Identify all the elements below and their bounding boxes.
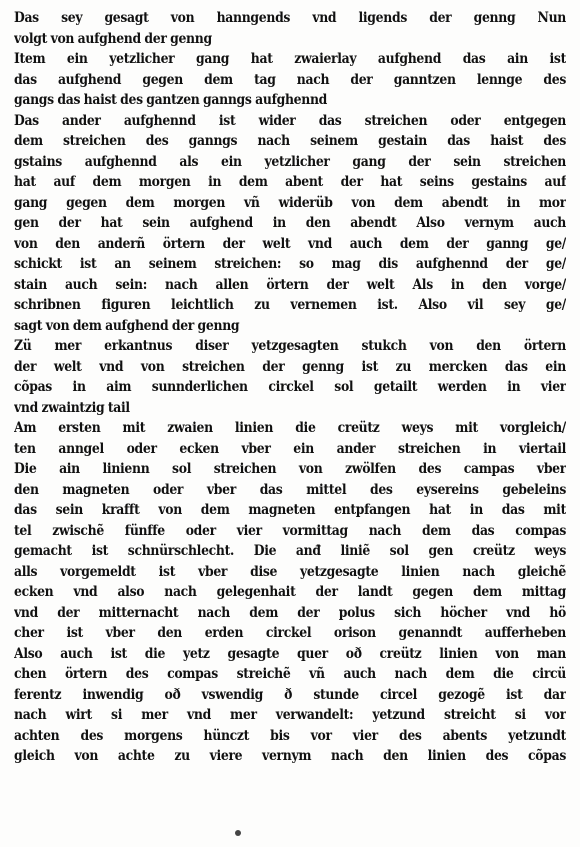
text-line: gemacht ist schnürschlecht. Die anđ liniẽ sol gen creütz weys	[14, 543, 566, 559]
text-line: das aufghend gegen dem tag nach der ganntzen lennge des	[14, 71, 566, 88]
text-line: gang gegen dem morgen vñ widerüb von dem abendt in mor	[14, 194, 566, 211]
text-line: chen örtern des compas streichẽ vñ auch nach dem die circü	[14, 666, 566, 682]
text-line: hat auf dem morgen in dem abent der hat seins gestains auf	[14, 174, 566, 190]
text-line: volgt von aufghend der genng	[14, 30, 212, 47]
text-line: schickt ist an seinem streichen: so mag dis aufghennd der ge/	[14, 256, 566, 272]
text-line: Zü mer erkantnus diser yetzgesagten stukch von den örtern	[14, 338, 566, 354]
text-line: Am ersten mit zwaien linien die creütz weys mit vorgleich/	[14, 420, 566, 436]
text-line: den magneten oder vber das mittel des eysereins gebeleins	[14, 481, 566, 498]
text-line: ecken vnd also nach gelegenhait der landt gegen dem mittag	[14, 584, 566, 600]
text-line: Also auch ist die yetz gesagte quer oð creütz linien von man	[14, 645, 566, 662]
text-line: achten des morgens hünczt bis vor vier des abents yetzundt	[14, 727, 566, 744]
text-line: Das ander aufghennd ist wider das streichen oder entgegen	[14, 112, 566, 129]
text-line: nach wirt si mer vnd mer verwandelt: yetzund streicht si vor	[14, 707, 566, 723]
text-line: schribnen figuren leichtlich zu vernemen ist. Also vil sey ge/	[14, 297, 566, 313]
text-line: cõpas in aim sunnderlichen circkel sol getailt werden in vier	[14, 379, 566, 395]
text-line: Das sey gesagt von hanngends vnd ligends der genng Nun	[14, 10, 566, 26]
text-line: gen der hat sein aufghend in den abendt Also vernym auch	[14, 215, 566, 231]
text-line: gleich von achte zu viere vernym nach den linien des cõpas	[14, 748, 566, 764]
text-line: cher ist vber den erden circkel orison genanndt aufferheben	[14, 625, 566, 641]
text-line: Die ain linienn sol streichen von zwölfen des campas vber	[14, 461, 566, 477]
text-line: stain auch sein: nach allen örtern der welt Als in den vorge/	[14, 276, 566, 293]
text-line: vnd zwaintzig tail	[14, 399, 130, 416]
text-line: ten anngel oder ecken vber ein ander streichen in viertail	[14, 440, 566, 457]
text-line: sagt von dem aufghend der genng	[14, 317, 240, 334]
text-line: von den anderñ örtern der welt vnd auch dem der ganng ge/	[14, 235, 566, 252]
text-line: alls vorgemeldt ist vber dise yetzgesagte linien nach gleichẽ	[14, 563, 566, 580]
text-line: dem streichen des ganngs nach seinem gestain das haist des	[14, 133, 566, 149]
text-block	[14, 8, 568, 767]
text-line: vnd der mitternacht nach dem der polus sich höcher vnd hö	[14, 604, 566, 621]
text-line: der welt vnd von streichen der genng ist zu mercken das ein	[14, 358, 566, 375]
text-line: ferentz inwendig oð vswendig ð stunde circel gezogẽ ist dar	[14, 686, 566, 703]
text-line: tel zwischẽ fünffe oder vier vormittag nach dem das compas	[14, 522, 566, 539]
ink-speck	[235, 830, 241, 836]
text-line: gangs das haist des gantzen ganngs aufghennd	[14, 92, 328, 108]
text-line: das sein krafft von dem magneten entpfangen hat in das mit	[14, 502, 566, 518]
text-line: gstains aufghennd als ein yetzlicher gang der sein streichen	[14, 153, 566, 170]
text-line: Item ein yetzlicher gang hat zwaierlay aufghend das ain ist	[14, 51, 566, 67]
